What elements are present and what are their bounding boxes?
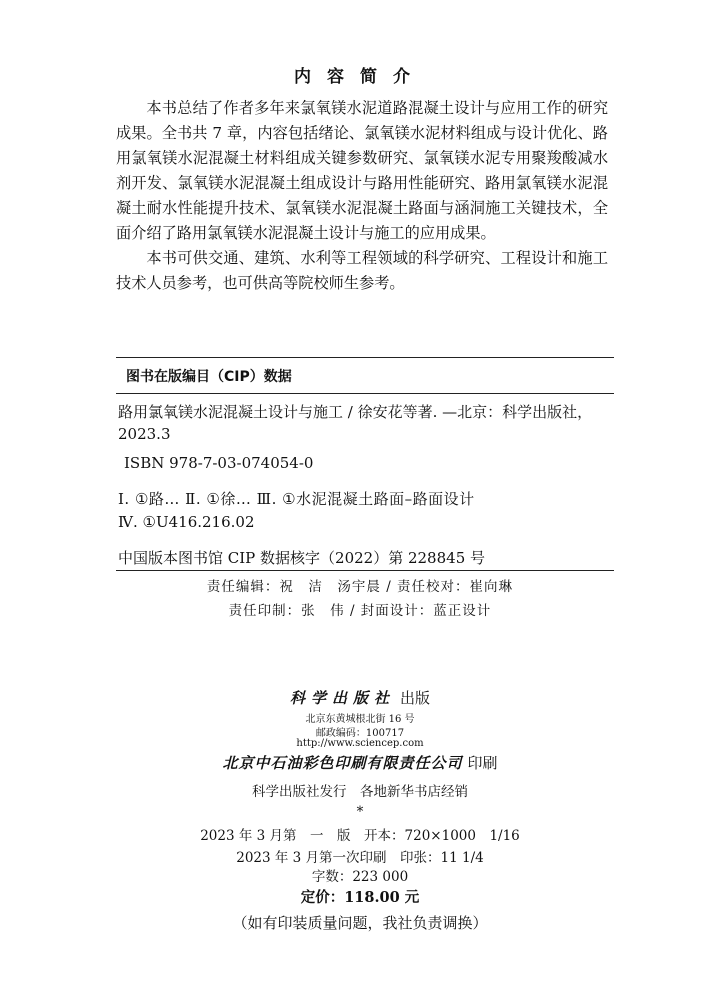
abstract-paragraph-1: 本书总结了作者多年来氯氧镁水泥道路混凝土设计与应用工作的研究成果。全书共 7 章，内容包括绪论、氯氧镁水泥材料组成与设计优化、路用氯氧镁水泥混凝土材料组成关键参数研究、氯氧镁水泥专用聚羧酸减水剂开发、氯氧镁水泥混凝土组成设计与路用性能研究、路用氯氧镁水泥混凝土耐水性能提升技术、氯氧镁水泥混凝土路面与涵洞施工关键技术，全面介绍了路用氯氧镁水泥混凝土设计与施工的应用成果。: [116, 99, 608, 242]
edition-line: 2023 年 3 月第 一 版 开本：720×1000 1/16: [200, 828, 520, 844]
credits-production: 责任印制：张 伟 / 封面设计：蓝正设计: [228, 603, 492, 619]
cip-heading: 图书在版编目（CIP）数据: [126, 369, 292, 385]
cip-top-rule: [116, 357, 614, 358]
separator-asterisk: *: [356, 804, 364, 820]
printer-name: 北京中石油彩色印刷有限责任公司: [222, 754, 463, 772]
publisher-suffix: 出版: [400, 689, 431, 707]
word-count: 字数：223 000: [311, 869, 409, 885]
printing-line: 2023 年 3 月第一次印刷 印张：11 1/4: [236, 850, 484, 866]
cip-verification: 中国版本图书馆 CIP 数据核字（2022）第 228845 号: [118, 549, 486, 567]
quality-notice: （如有印装质量问题，我社负责调换）: [232, 914, 488, 932]
publisher-website: http://www.sciencep.com: [296, 738, 424, 749]
publisher-line: [0, 687, 720, 708]
cip-description: 路用氯氧镁水泥混凝土设计与施工 / 徐安花等著. —北京：科学出版社，2023.3: [118, 403, 593, 443]
abstract-paragraph-2: 本书可供交通、建筑、水利等工程领域的科学研究、工程设计和施工技术人员参考，也可供高等院校师生参考。: [116, 249, 608, 292]
cip-heading-rule: [116, 393, 614, 394]
abstract-body: [116, 96, 608, 296]
price: 定价：118.00 元: [300, 889, 420, 906]
cip-bottom-rule: [116, 570, 614, 571]
credits-editors: 责任编辑：祝 洁 汤宇晨 / 责任校对：崔向琳: [206, 579, 514, 595]
distribution-line: 科学出版社发行 各地新华书店经销: [252, 784, 468, 800]
cip-classification-2: Ⅳ. ①U416.216.02: [118, 513, 255, 531]
cip-classification-1: Ⅰ. ①路… Ⅱ. ①徐… Ⅲ. ①水泥混凝土路面–路面设计: [118, 490, 475, 508]
publisher-postcode: 邮政编码：100717: [315, 728, 405, 739]
abstract-title: 内容简介: [294, 67, 426, 87]
cip-isbn: ISBN 978-7-03-074054-0: [124, 454, 314, 472]
publisher-logo-text: 科学出版社: [289, 689, 395, 707]
publisher-address: 北京东黄城根北街 16 号: [305, 714, 415, 725]
printer-line: [0, 752, 720, 773]
printer-suffix: 印刷: [467, 754, 498, 772]
